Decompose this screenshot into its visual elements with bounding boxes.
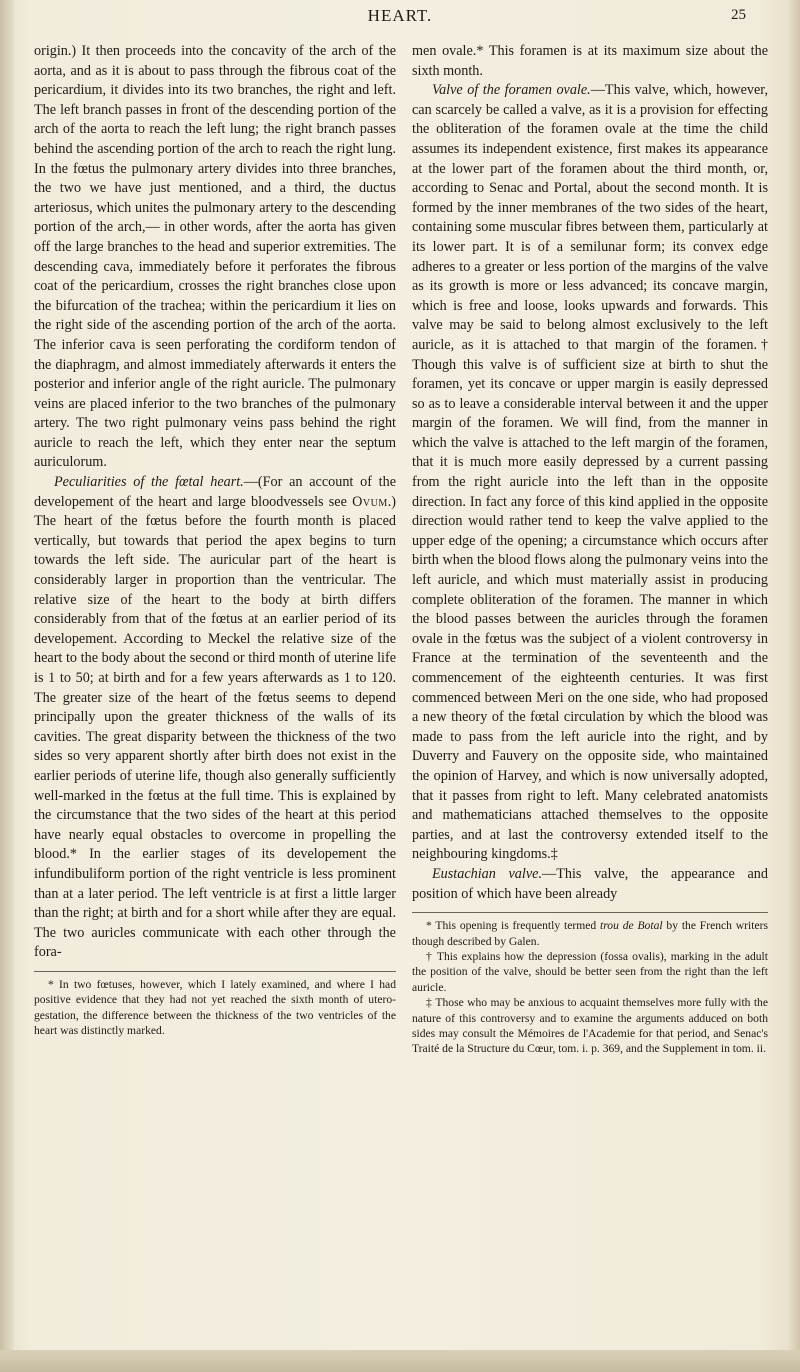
right-column [412, 42, 768, 1057]
heading-peculiarities: Peculiarities of the fœtal heart. [54, 474, 244, 491]
footnote-botal-pre: * This opening is frequently termed [426, 919, 600, 933]
text-eustachian-valve: —This valve, the appearance and position of which have been already [412, 865, 768, 902]
page-bottom-edge [0, 1350, 800, 1372]
heading-eustachian-valve: Eustachian valve. [432, 865, 542, 882]
footnote-controversy: ‡ Those who may be anxious to acquaint themselves more fully with the nature of this controversy and to examine the arguments adduced on both sides may consult the Mémoires de l'Academie for that period, and Senac's Traité de la Structure du Cœur, tom. i. p. 369, and the Supplement in tom. ii. [412, 996, 768, 1056]
running-title: HEART. [367, 6, 433, 25]
footnote-rule [412, 912, 768, 913]
text-valve-foramen-ovale: —This valve, which, however, can scarcely be called a valve, as it is a provision for effecting the obliteration of the foramen ovale at the time the child assumes its independent existence, first makes its appearance at the lower part of the foramen about the third month, or, according to Senac and Portal, about the second month. It is formed by the inner membranes of the two sides of the heart, containing some muscular fibres between them, particularly at its lower part. It is of a semilunar form; its convex edge adheres to a greater or less portion of the margins of the valve as its growth is more or less advanced; its concave margin, which is free and loose, looks upwards and forwards. This valve may be said to belong almost exclusively to the left auricle, as it is attached to that margin of the foramen.† Though this valve is of sufficient size at birth to shut the foramen, yet its concave or upper margin is easily depressed so as to leave a considerable interval between it and the upper margin of the foramen. We will find, from the manner in which the valve is attached to the left margin of the foramen, that it is much more easily depressed by a current passing from the right auricle into the left than in the opposite direction. In fact any force of this kind applied in the opposite direction would rather tend to keep the valve applied to the upper edge of the opening; a circumstance which occurs after birth when the blood flows along the pulmonary veins into the left auricle, and which must materially assist in producing complete obliteration of the foramen. The manner in which the blood passes between the auricles through the foramen ovale in the fœtus was the subject of a violent controversy in France at the termination of the seventeenth and the commencement of the eighteenth centuries. It was first commenced between Meri on the one side, who had proposed a new theory of the fœtal circulation by which the blood was made to pass from the left auricle into the right, and by Duverry and Fauvery on the opposite side, who maintained the opinion of Harvey, and which is now universally adopted, that it passes from right to left. Many celebrated anatomists and mathematicians attached themselves to the opposite parties, and at last the controversy extended itself to the neighbouring kingdoms.‡ [412, 82, 768, 863]
cross-reference-ovum: Ovum [352, 493, 388, 510]
page-gutter [0, 0, 14, 1372]
paragraph-eustachian-valve [412, 865, 768, 904]
right-footnotes [412, 918, 768, 1057]
paragraph-foetal-heart [34, 473, 396, 963]
text-peculiarities-pre: —(For an account of the developement of the heart and large bloodvessels see [34, 474, 396, 510]
running-head [0, 6, 800, 32]
footnote-fossa-ovalis: † This explains how the depression (fossa ovalis), marking in the adult the position of the valve, should be better seen from the right than the left auricle. [412, 949, 768, 994]
left-column [34, 42, 396, 1039]
paragraph-pulmonary-artery: origin.) It then proceeds into the concavity of the arch of the aorta, and as it is about to pass through the fibrous coat of the pericardium, it divides into its two branches, the right and left. The left branch passes in front of the descending portion of the arch of the aorta to reach the left lung; the right branch passes behind the ascending portion of the arch to reach the right lung. In the fœtus the pulmonary artery divides into three branches, the two we have just mentioned, and a third, the ductus arteriosus, which unites the pulmonary artery to the descending portion of the arch,— in other words, after the aorta has given off the large branches to the head and superior extremities. The descending cava, immediately before it perforates the fibrous coat of the pericardium, crosses the right branches close upon the bifurcation of the trachea; within the pericardium it lies on the right side of the ascending portion of the arch of the aorta. The inferior cava is seen perforating the cordiform tendon of the diaphragm, and almost immediately afterwards it enters the posterior and inferior angle of the right auricle. The pulmonary veins are placed inferior to the two branches of the pulmonary artery. The two right pulmonary veins pass behind the right auricle to reach the left, which they enter near the septum auriculorum. [34, 43, 396, 471]
left-footnotes [34, 977, 396, 1039]
footnote-rule [34, 971, 396, 972]
heading-valve-foramen-ovale: Valve of the foramen ovale. [432, 82, 591, 99]
footnote-botal-post: by the French writers though described by Galen. [412, 919, 768, 948]
footnote: * In two fœtuses, however, which I lately examined, and where I had positive evidence that they had not yet reached the sixth month of utero-gestation, the difference between the thickness of the two ventricles of the heart was distinctly marked. [34, 977, 396, 1038]
footnote-botal [412, 918, 768, 949]
page-edge [786, 0, 800, 1372]
page-number: 25 [731, 7, 746, 23]
text-peculiarities-post: .) The heart of the fœtus before the fourth month is placed vertically, but towards that period the apex begins to turn towards the left side. The auricular part of the heart is considerably larger in proportion than the ventricular. The relative size of the heart to the body at birth differs considerably from that of the fœtus at an earlier period of its developement. According to Meckel the relative size of the heart to the body about the second or third month of uterine life is 1 to 50; at birth and for a few years afterwards as 1 to 120. The greater size of the heart of the fœtus seems to depend principally upon the greater thickness of the walls of its cavities. The great disparity between the thickness of the two sides so very apparent shortly after birth does not exist in the earlier periods of uterine life, though also generally sufficiently well-marked in the fœtus at the full time. This is explained by the circumstance that the two sides of the heart at this period have nearly equal obstacles to overcome in propelling the blood.* In the earlier stages of its developement the infundibuliform portion of the right ventricle is less prominent than at a later period. The left ventricle is at first a little larger than the right; at birth and for a short while after they are equal. The two auricles communicate with each other through the fora- [34, 493, 396, 961]
footnote-botal-term: trou de Botal [600, 919, 663, 933]
paragraph-valve-foramen-ovale [412, 81, 768, 865]
paragraph-foramen-intro: men ovale.* This foramen is at its maximum size about the sixth month. [412, 43, 768, 79]
